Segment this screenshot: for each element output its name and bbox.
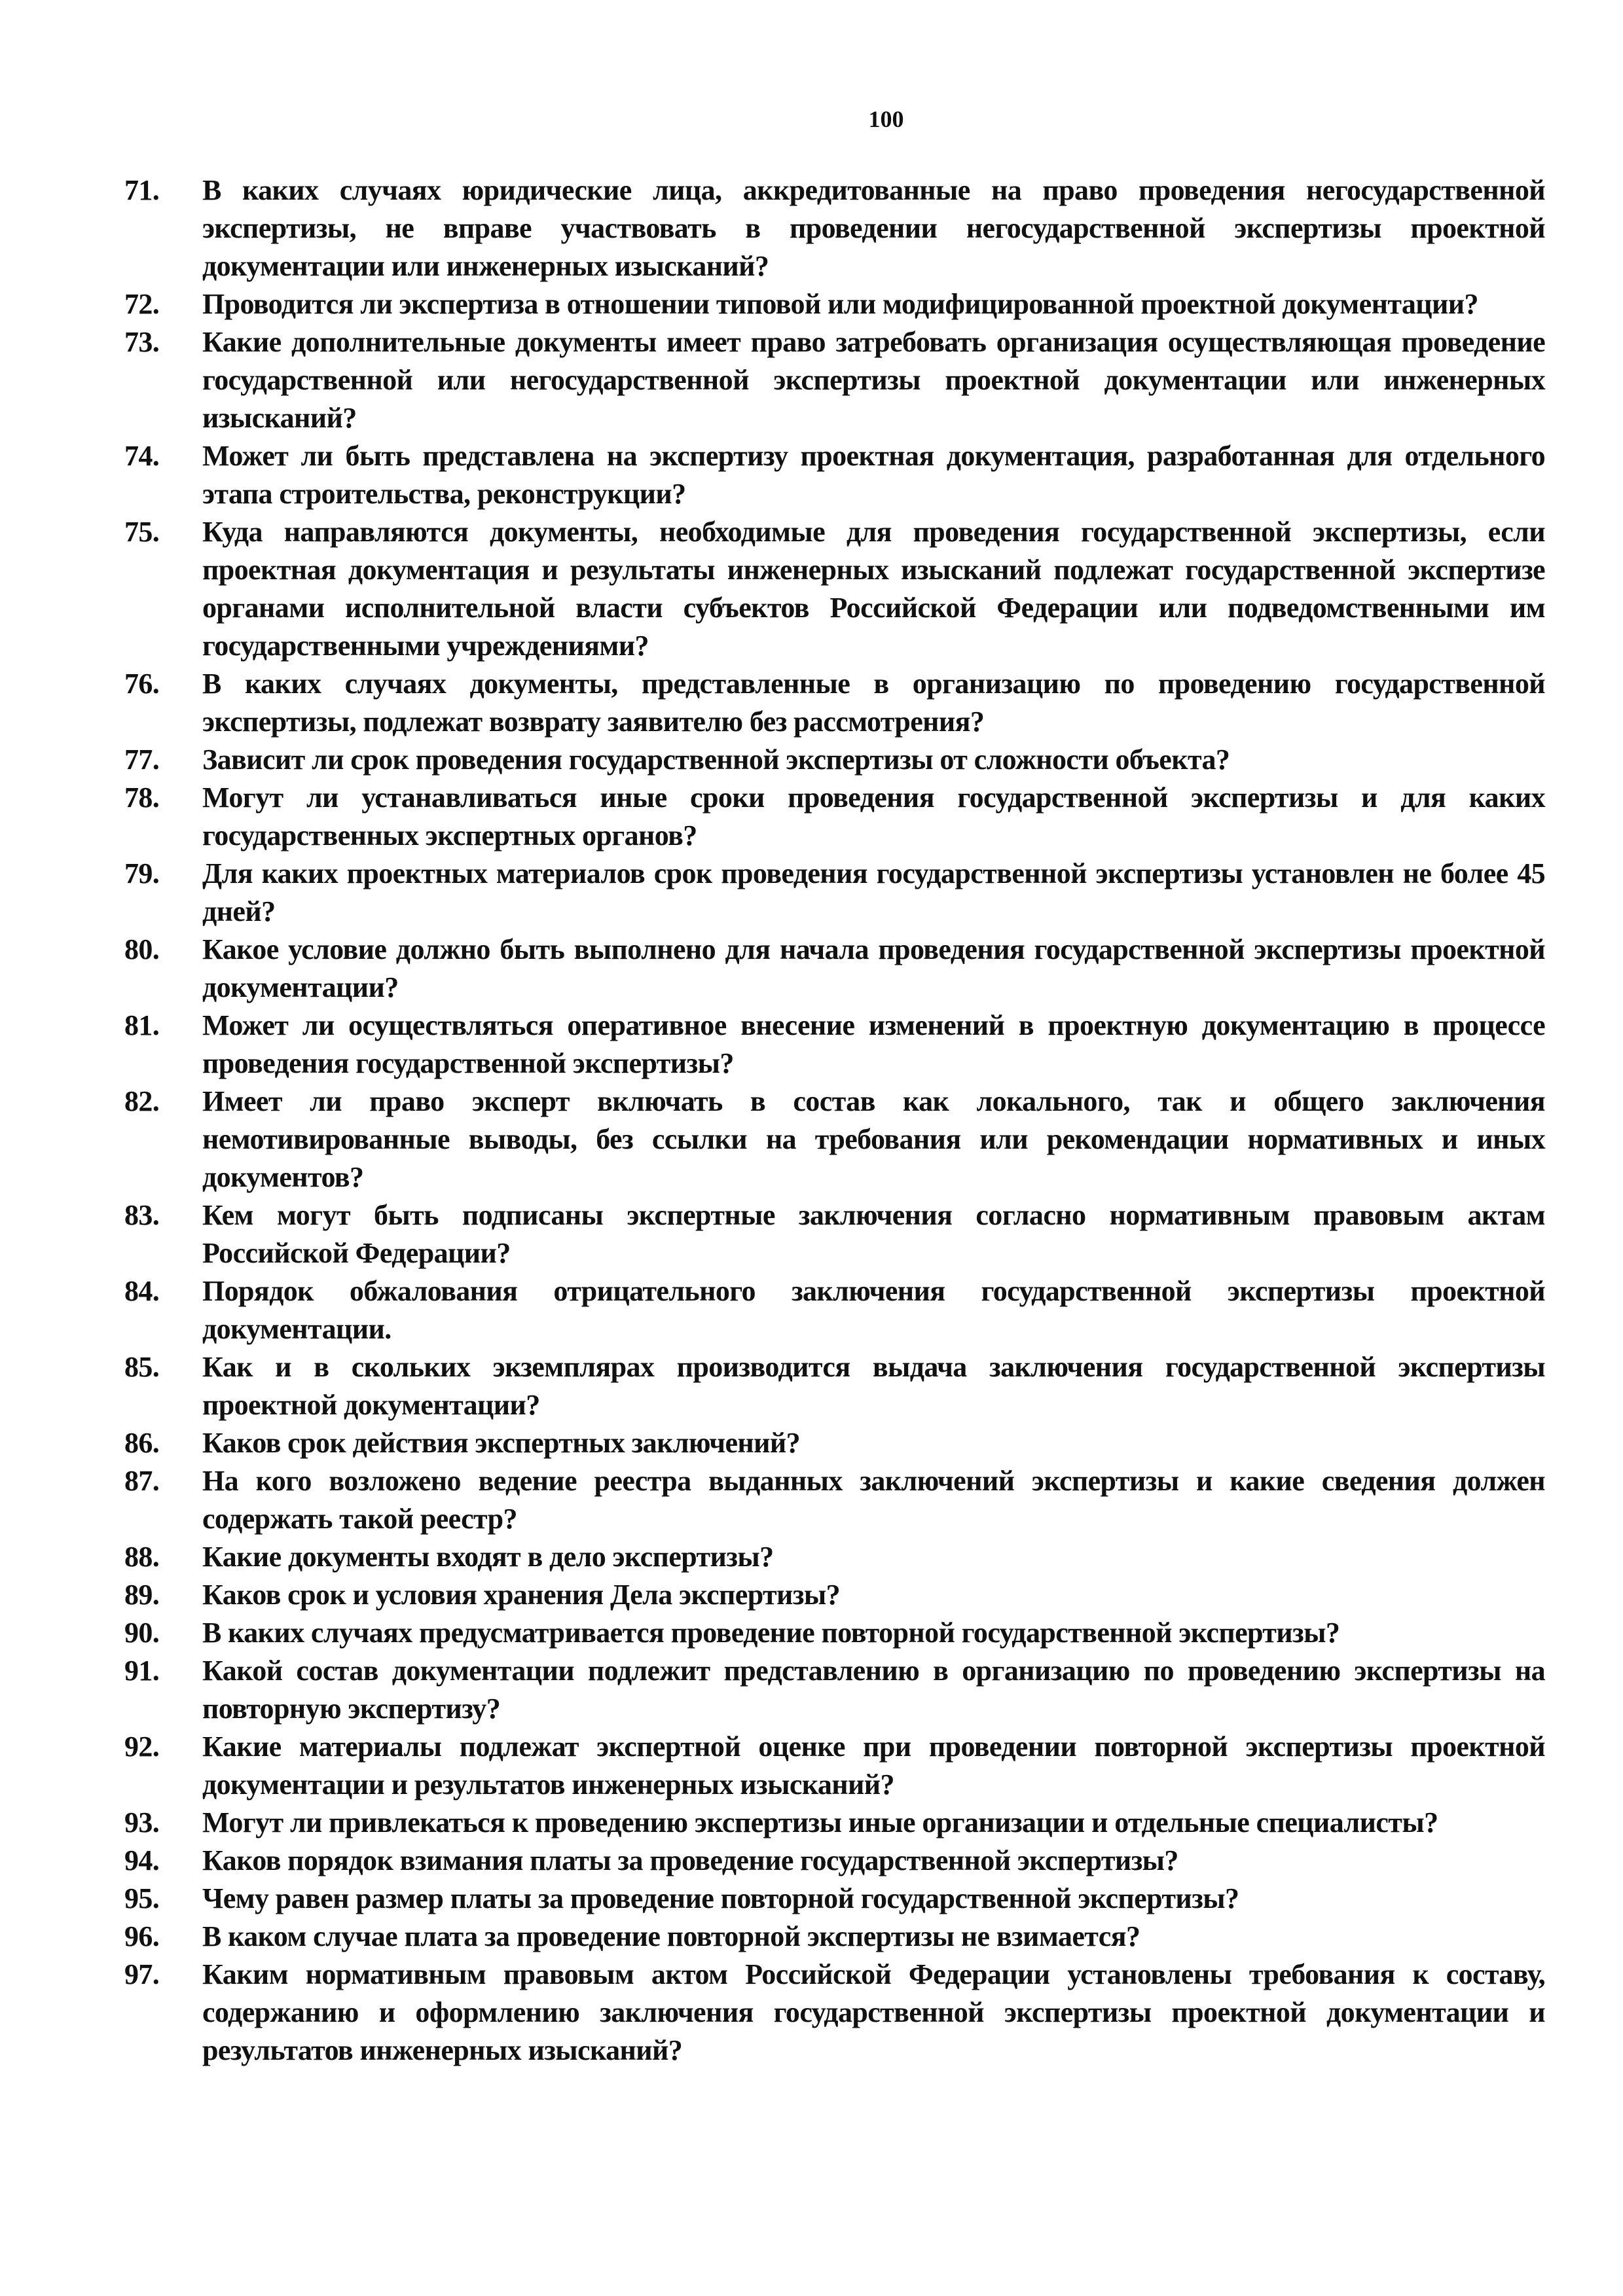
question-item xyxy=(124,931,1545,1007)
question-number: 90. xyxy=(124,1617,160,1649)
question-item xyxy=(124,1424,1545,1462)
question-number: 91. xyxy=(124,1655,160,1687)
page-number: 100 xyxy=(868,106,904,132)
question-item xyxy=(124,1196,1545,1272)
question-text: На кого возложено ведение реестра выданных заключений экспертизы и какие сведения должен содержать такой реестр? xyxy=(202,1465,1545,1535)
question-text: Могут ли привлекаться к проведению экспертизы иные организации и отдельные специалисты? xyxy=(202,1806,1438,1839)
question-number: 84. xyxy=(124,1275,160,1307)
question-number: 80. xyxy=(124,933,160,965)
question-number: 87. xyxy=(124,1465,160,1497)
question-item xyxy=(124,779,1545,855)
question-text: Каким нормативным правовым актом Российской Федерации установлены требования к составу, содержанию и оформлению заключения государственной экспертизы проектной документации и результатов инженерных изысканий? xyxy=(202,1958,1545,2066)
question-item xyxy=(124,855,1545,931)
question-text: Может ли осуществляться оперативное внесение изменений в проектную документацию в процессе проведения государственной экспертизы? xyxy=(202,1009,1545,1079)
question-item xyxy=(124,1614,1545,1652)
question-number: 79. xyxy=(124,857,160,889)
question-item xyxy=(124,171,1545,285)
question-number: 75. xyxy=(124,516,160,548)
question-number: 82. xyxy=(124,1085,160,1117)
question-number: 92. xyxy=(124,1731,160,1763)
question-number: 73. xyxy=(124,326,160,358)
question-item xyxy=(124,1462,1545,1538)
question-number: 86. xyxy=(124,1427,160,1459)
question-item xyxy=(124,741,1545,779)
question-text: Для каких проектных материалов срок проведения государственной экспертизы установлен не более 45 дней? xyxy=(202,857,1545,927)
question-text: Кем могут быть подписаны экспертные заключения согласно нормативным правовым актам Российской Федерации? xyxy=(202,1199,1545,1269)
question-number: 95. xyxy=(124,1882,160,1914)
question-text: В каких случаях юридические лица, аккредитованные на право проведения негосударственной экспертизы, не вправе участвовать в проведении негосударственной экспертизы проектной документации или инженерных изысканий? xyxy=(202,174,1545,282)
question-number: 85. xyxy=(124,1351,160,1383)
question-number: 93. xyxy=(124,1806,160,1839)
question-text: Имеет ли право эксперт включать в состав как локального, так и общего заключения немотивированные выводы, без ссылки на требования или рекомендации нормативных и иных документов? xyxy=(202,1085,1545,1193)
question-number: 74. xyxy=(124,440,160,472)
question-item xyxy=(124,1348,1545,1424)
question-item xyxy=(124,1652,1545,1728)
question-item xyxy=(124,1918,1545,1956)
question-text: Какие дополнительные документы имеет право затребовать организация осуществляющая проведение государственной или негосударственной экспертизы проектной документации или инженерных изысканий? xyxy=(202,326,1545,434)
question-item xyxy=(124,1842,1545,1880)
question-item xyxy=(124,665,1545,741)
question-text: Проводится ли экспертиза в отношении типовой или модифицированной проектной документации? xyxy=(202,288,1478,320)
question-text: Какое условие должно быть выполнено для начала проведения государственной экспертизы проектной документации? xyxy=(202,933,1545,1003)
question-text: Порядок обжалования отрицательного заключения государственной экспертизы проектной документации. xyxy=(202,1275,1545,1345)
question-item xyxy=(124,1538,1545,1576)
question-list xyxy=(124,171,1545,2070)
question-number: 97. xyxy=(124,1958,160,1990)
question-text: Зависит ли срок проведения государственной экспертизы от сложности объекта? xyxy=(202,744,1230,776)
question-text: В каких случаях предусматривается проведение повторной государственной экспертизы? xyxy=(202,1617,1340,1649)
question-text: Куда направляются документы, необходимые для проведения государственной экспертизы, если проектная документация и результаты инженерных изысканий подлежат государственной экспертизе органами исполнительной власти субъектов Российской Федерации или подведомственными им государственными учреждениями? xyxy=(202,516,1545,662)
question-number: 71. xyxy=(124,174,160,206)
question-text: Какие документы входят в дело экспертизы? xyxy=(202,1541,774,1573)
question-number: 89. xyxy=(124,1579,160,1611)
question-text: Может ли быть представлена на экспертизу проектная документация, разработанная для отдельного этапа строительства, реконструкции? xyxy=(202,440,1545,510)
question-text: Чему равен размер платы за проведение повторной государственной экспертизы? xyxy=(202,1882,1239,1914)
question-number: 83. xyxy=(124,1199,160,1231)
question-text: Как и в скольких экземплярах производится выдача заключения государственной экспертизы проектной документации? xyxy=(202,1351,1545,1421)
question-text: Какой состав документации подлежит представлению в организацию по проведению экспертизы на повторную экспертизу? xyxy=(202,1655,1545,1725)
question-number: 72. xyxy=(124,288,160,320)
question-item xyxy=(124,1576,1545,1614)
question-number: 81. xyxy=(124,1009,160,1041)
question-text: В каких случаях документы, представленные в организацию по проведению государственной экспертизы, подлежат возврату заявителю без рассмотрения? xyxy=(202,668,1545,738)
question-number: 77. xyxy=(124,744,160,776)
question-item xyxy=(124,437,1545,513)
question-item xyxy=(124,1956,1545,2070)
question-text: В каком случае плата за проведение повторной экспертизы не взимается? xyxy=(202,1920,1140,1952)
question-text: Какие материалы подлежат экспертной оценке при проведении повторной экспертизы проектной документации и результатов инженерных изысканий? xyxy=(202,1731,1545,1801)
question-item xyxy=(124,1804,1545,1842)
question-item xyxy=(124,323,1545,437)
question-item xyxy=(124,285,1545,323)
question-number: 94. xyxy=(124,1844,160,1876)
question-item xyxy=(124,1880,1545,1918)
question-item xyxy=(124,1272,1545,1348)
question-item xyxy=(124,1083,1545,1196)
question-number: 76. xyxy=(124,668,160,700)
question-text: Каков порядок взимания платы за проведение государственной экспертизы? xyxy=(202,1844,1178,1876)
question-text: Каков срок действия экспертных заключений? xyxy=(202,1427,801,1459)
question-text: Каков срок и условия хранения Дела экспертизы? xyxy=(202,1579,841,1611)
question-item xyxy=(124,513,1545,665)
question-item xyxy=(124,1728,1545,1804)
question-item xyxy=(124,1007,1545,1083)
question-number: 78. xyxy=(124,781,160,814)
question-number: 96. xyxy=(124,1920,160,1952)
question-number: 88. xyxy=(124,1541,160,1573)
question-text: Могут ли устанавливаться иные сроки проведения государственной экспертизы и для каких государственных экспертных органов? xyxy=(202,781,1545,852)
